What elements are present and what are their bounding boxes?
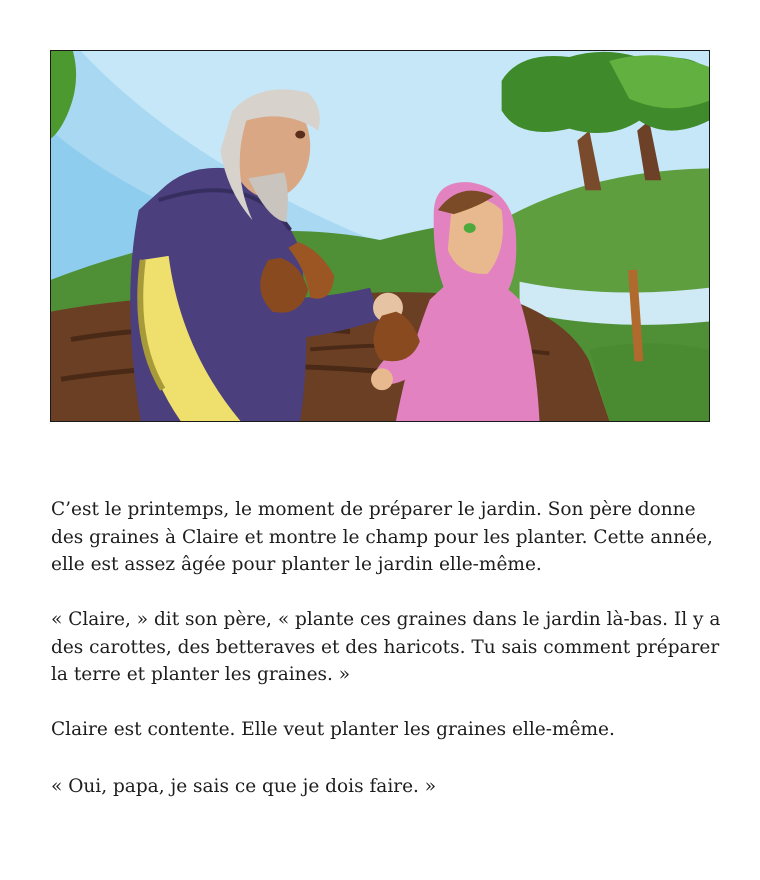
illustration-scene [51,51,709,421]
paragraph-claire-happy: Claire est contente. Elle veut planter les graines elle-même. [51,719,615,740]
paragraph-claire-reply: « Oui, papa, je sais ce que je dois faire. » [51,775,437,797]
story-illustration [50,50,710,422]
paragraph-father-speech: « Claire, » dit son père, « plante ces graines dans le jardin là-bas. Il y a des carottes, des betteraves et des haricots. Tu sais comment préparer la terre et planter les graines. » [51,609,721,685]
story-text [51,496,721,828]
paragraph-spring: C’est le printemps, le moment de préparer le jardin. Son père donne des graines à Claire et montre le champ pour les planter. Cette année, elle est assez âgée pour planter le jardin elle-même. [51,499,713,575]
